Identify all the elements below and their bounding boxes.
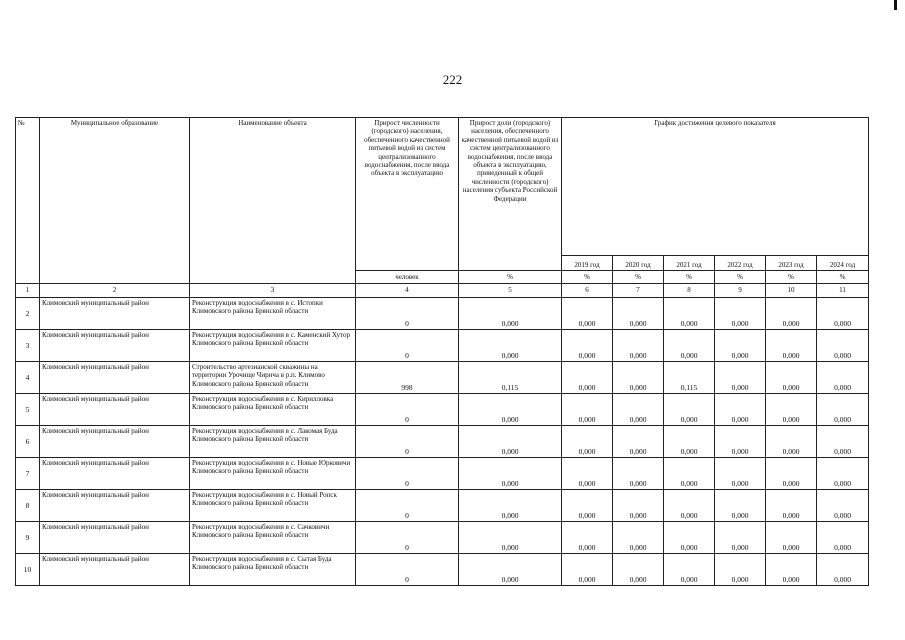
year-value-cell: 0,000 (613, 490, 664, 522)
year-value-cell: 0,000 (817, 362, 869, 394)
column-index: 3 (190, 284, 356, 298)
column-index-row (16, 284, 869, 298)
column-index: 10 (766, 284, 817, 298)
year-value-cell: 0,000 (715, 554, 766, 586)
column-index: 6 (562, 284, 613, 298)
table-row (16, 394, 869, 426)
table-row (16, 490, 869, 522)
header-no: № (16, 118, 40, 284)
year-value-cell: 0,000 (817, 330, 869, 362)
year-value-cell: 0,000 (613, 522, 664, 554)
year-value-cell: 0,000 (766, 362, 817, 394)
year-value-cell: 0,115 (664, 362, 715, 394)
year-value-cell: 0,000 (562, 362, 613, 394)
row-number: 9 (16, 522, 40, 554)
header-year-2021: 2021 год (664, 256, 715, 271)
header-year-2019: 2019 год (562, 256, 613, 271)
growth-count-cell: 998 (356, 362, 459, 394)
growth-count-cell: 0 (356, 394, 459, 426)
year-value-cell: 0,000 (562, 458, 613, 490)
header-year-2023: 2023 год (766, 256, 817, 271)
table-row (16, 330, 869, 362)
year-value-cell: 0,000 (766, 522, 817, 554)
unit-year-2024: % (817, 271, 869, 284)
object-name-cell: Реконструкция водоснабжения в с. Новый Ропск Климовского района Брянской области (190, 490, 356, 522)
municipality-cell: Климовский муниципальный район (40, 394, 190, 426)
year-value-cell: 0,000 (817, 426, 869, 458)
row-number: 4 (16, 362, 40, 394)
row-number: 7 (16, 458, 40, 490)
unit-year-2021: % (664, 271, 715, 284)
year-value-cell: 0,000 (613, 426, 664, 458)
object-name-cell: Реконструкция водоснабжения в с. Сачковичи Климовского района Брянской области (190, 522, 356, 554)
growth-count-cell: 0 (356, 490, 459, 522)
growth-count-cell: 0 (356, 554, 459, 586)
year-value-cell: 0,000 (766, 298, 817, 330)
year-value-cell: 0,000 (766, 458, 817, 490)
header-year-2022: 2022 год (715, 256, 766, 271)
growth-count-cell: 0 (356, 426, 459, 458)
table-row (16, 298, 869, 330)
growth-share-cell: 0,000 (459, 298, 562, 330)
unit-year-2020: % (613, 271, 664, 284)
object-name-cell: Реконструкция водоснабжения в с. Кирилловка Климовского района Брянской области (190, 394, 356, 426)
growth-count-cell: 0 (356, 522, 459, 554)
target-indicator-table (15, 117, 869, 586)
municipality-cell: Климовский муниципальный район (40, 490, 190, 522)
header-municipality: Муниципальное образование (40, 118, 190, 284)
municipality-cell: Климовский муниципальный район (40, 330, 190, 362)
table-row (16, 362, 869, 394)
growth-share-cell: 0,000 (459, 490, 562, 522)
header-schedule: График достижения целевого показателя (562, 118, 869, 256)
object-name-cell: Реконструкция водоснабжения в с. Каменский Хутор Климовского района Брянской области (190, 330, 356, 362)
unit-year-2023: % (766, 271, 817, 284)
year-value-cell: 0,000 (817, 458, 869, 490)
year-value-cell: 0,000 (817, 554, 869, 586)
year-value-cell: 0,000 (766, 554, 817, 586)
year-value-cell: 0,000 (664, 554, 715, 586)
year-value-cell: 0,000 (817, 490, 869, 522)
year-value-cell: 0,000 (715, 298, 766, 330)
row-number: 8 (16, 490, 40, 522)
column-index: 7 (613, 284, 664, 298)
year-value-cell: 0,000 (613, 362, 664, 394)
year-value-cell: 0,000 (817, 298, 869, 330)
year-value-cell: 0,000 (613, 458, 664, 490)
year-value-cell: 0,000 (715, 458, 766, 490)
year-value-cell: 0,000 (766, 490, 817, 522)
column-index: 11 (817, 284, 869, 298)
unit-count: человек (356, 271, 459, 284)
growth-share-cell: 0,000 (459, 458, 562, 490)
unit-percent: % (459, 271, 562, 284)
year-value-cell: 0,000 (817, 394, 869, 426)
year-value-cell: 0,000 (664, 426, 715, 458)
growth-share-cell: 0,000 (459, 554, 562, 586)
municipality-cell: Климовский муниципальный район (40, 298, 190, 330)
year-value-cell: 0,000 (562, 330, 613, 362)
column-index: 9 (715, 284, 766, 298)
year-value-cell: 0,000 (817, 522, 869, 554)
year-value-cell: 0,000 (613, 394, 664, 426)
year-value-cell: 0,000 (715, 490, 766, 522)
object-name-cell: Реконструкция водоснабжения в с. Новые Юрковичи Климовского района Брянской области (190, 458, 356, 490)
object-name-cell: Реконструкция водоснабжения в с. Лакомая Буда Климовского района Брянской области (190, 426, 356, 458)
object-name-cell: Реконструкция водоснабжения в с. Истопки Климовского района Брянской области (190, 298, 356, 330)
year-value-cell: 0,000 (766, 330, 817, 362)
growth-share-cell: 0,000 (459, 522, 562, 554)
column-index: 5 (459, 284, 562, 298)
row-number: 10 (16, 554, 40, 586)
row-number: 2 (16, 298, 40, 330)
year-value-cell: 0,000 (613, 330, 664, 362)
header-year-2020: 2020 год (613, 256, 664, 271)
year-value-cell: 0,000 (562, 426, 613, 458)
year-value-cell: 0,000 (766, 394, 817, 426)
header-row (16, 118, 869, 256)
year-value-cell: 0,000 (715, 426, 766, 458)
column-index: 2 (40, 284, 190, 298)
year-value-cell: 0,000 (715, 522, 766, 554)
year-value-cell: 0,000 (613, 298, 664, 330)
year-value-cell: 0,000 (715, 330, 766, 362)
year-value-cell: 0,000 (562, 298, 613, 330)
growth-count-cell: 0 (356, 458, 459, 490)
page-number: 222 (442, 72, 463, 87)
municipality-cell: Климовский муниципальный район (40, 362, 190, 394)
table-row (16, 458, 869, 490)
table-row (16, 522, 869, 554)
year-value-cell: 0,000 (562, 490, 613, 522)
year-value-cell: 0,000 (664, 330, 715, 362)
growth-count-cell: 0 (356, 330, 459, 362)
growth-share-cell: 0,000 (459, 394, 562, 426)
municipality-cell: Климовский муниципальный район (40, 426, 190, 458)
header-growth-count: Прирост численности (городского) населения, обеспеченного качественной питьевой водой из систем централизованного водоснабжения, после ввода объекта в эксплуатацию (356, 118, 459, 271)
year-value-cell: 0,000 (664, 490, 715, 522)
municipality-cell: Климовский муниципальный район (40, 458, 190, 490)
header-object: Наименование объекта (190, 118, 356, 284)
year-value-cell: 0,000 (664, 298, 715, 330)
growth-share-cell: 0,000 (459, 330, 562, 362)
row-number: 6 (16, 426, 40, 458)
unit-year-2022: % (715, 271, 766, 284)
table-row (16, 554, 869, 586)
growth-share-cell: 0,000 (459, 426, 562, 458)
year-value-cell: 0,000 (715, 394, 766, 426)
year-value-cell: 0,000 (562, 394, 613, 426)
column-index: 1 (16, 284, 40, 298)
municipality-cell: Климовский муниципальный район (40, 522, 190, 554)
year-value-cell: 0,000 (766, 426, 817, 458)
year-value-cell: 0,000 (562, 554, 613, 586)
header-year-2024: 2024 год (817, 256, 869, 271)
unit-year-2019: % (562, 271, 613, 284)
growth-share-cell: 0,115 (459, 362, 562, 394)
year-value-cell: 0,000 (715, 362, 766, 394)
page-corner-mark (894, 0, 897, 10)
year-value-cell: 0,000 (664, 522, 715, 554)
year-value-cell: 0,000 (664, 458, 715, 490)
growth-count-cell: 0 (356, 298, 459, 330)
year-value-cell: 0,000 (613, 554, 664, 586)
row-number: 5 (16, 394, 40, 426)
object-name-cell: Реконструкция водоснабжения в с. Сытая Буда Климовского района Брянской области (190, 554, 356, 586)
column-index: 4 (356, 284, 459, 298)
year-value-cell: 0,000 (664, 394, 715, 426)
object-name-cell: Строительство артезианской скважины на территории Урочище Чирича в р.п. Климово Климовского района Брянской области (190, 362, 356, 394)
year-value-cell: 0,000 (562, 522, 613, 554)
row-number: 3 (16, 330, 40, 362)
municipality-cell: Климовский муниципальный район (40, 554, 190, 586)
table-row (16, 426, 869, 458)
column-index: 8 (664, 284, 715, 298)
header-growth-share: Прирост доли (городского) населения, обеспеченного качественной питьевой водой из систем централизованного водоснабжения, после ввода объекта в эксплуатацию, приведенный к общей численности (городского) населения субъекта Российской Федерации (459, 118, 562, 271)
